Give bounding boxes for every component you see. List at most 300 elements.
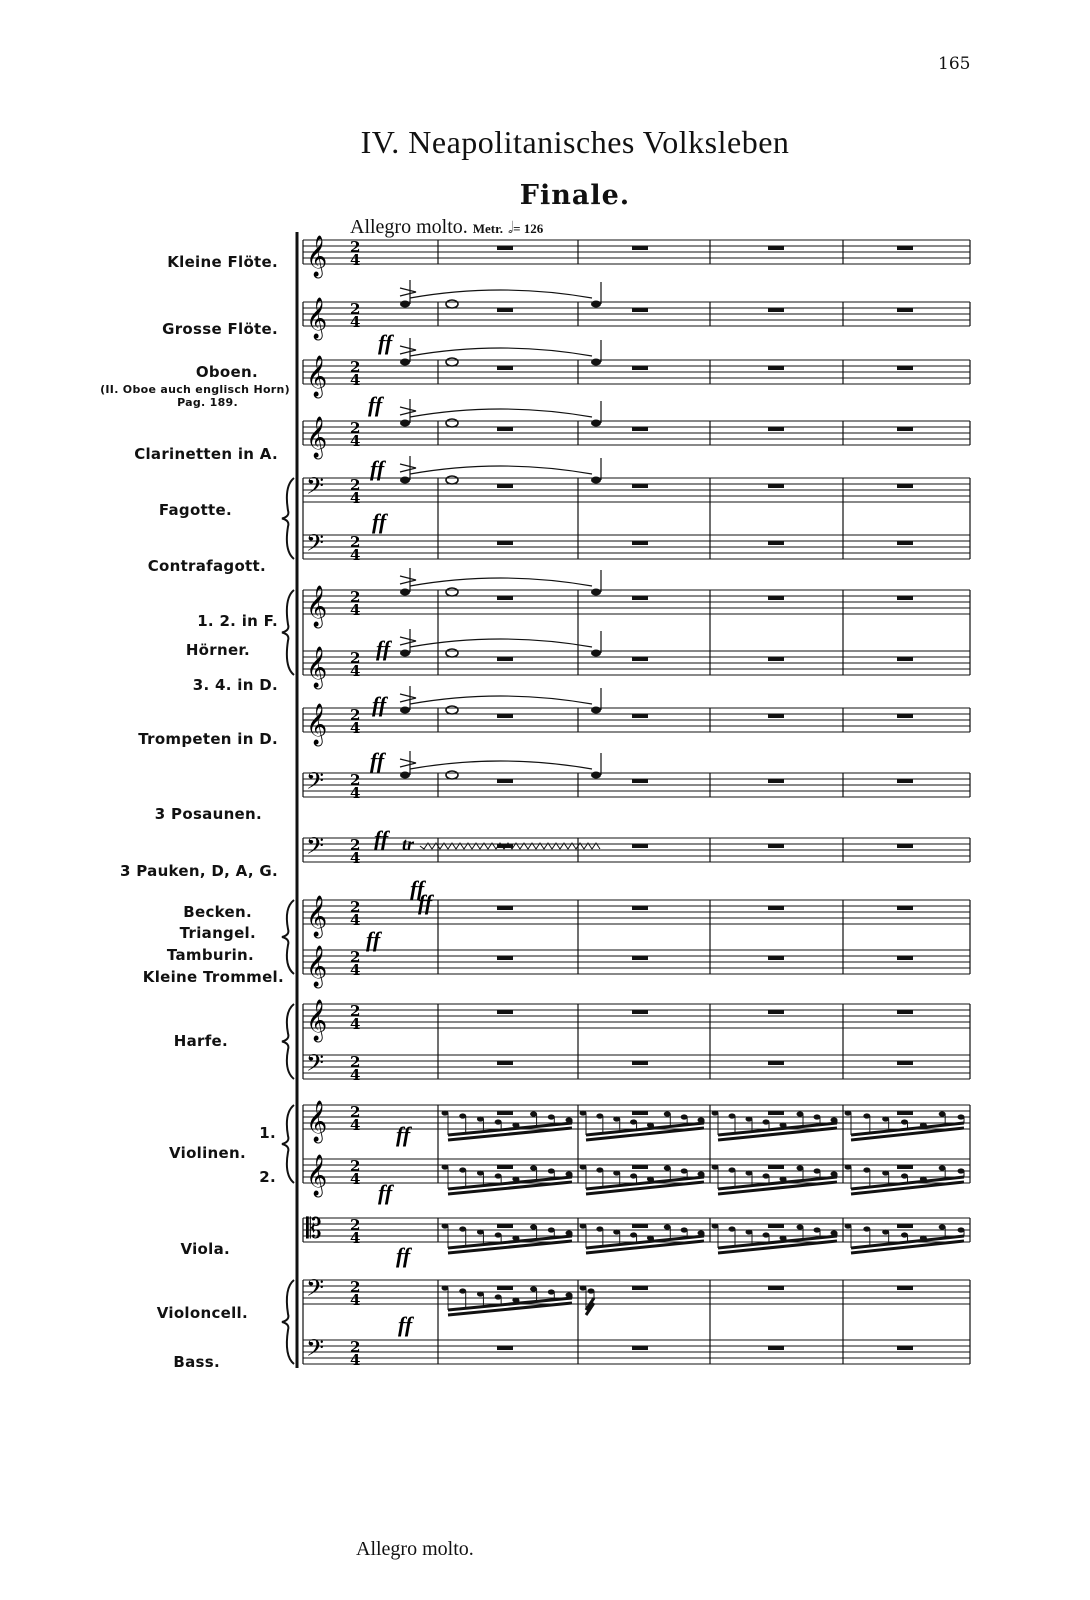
time-sig-denominator: 4 [350,1229,361,1247]
whole-rest [632,906,648,910]
notehead [882,1229,889,1234]
tie-arc [410,466,592,474]
accent-mark [400,694,416,702]
time-sig-denominator: 4 [350,251,361,269]
notehead [664,1165,671,1170]
whole-rest [632,1346,648,1350]
whole-rest [897,714,913,718]
notehead [495,1173,502,1178]
time-sig-numerator: 2 [350,706,361,724]
notehead [459,1226,466,1231]
tempo-text: Allegro molto. [350,216,468,238]
whole-rest [897,308,913,312]
whole-rest [632,427,648,431]
dyn-ff-hoerner-12: ff [376,636,391,661]
notehead [780,1235,787,1240]
half-notehead [446,649,458,657]
notehead [746,1170,753,1175]
accent-mark [400,759,416,767]
whole-rest [768,308,784,312]
whole-rest [768,1061,784,1065]
notehead [647,1122,654,1127]
notehead [591,301,601,308]
section-title: Finale. [519,180,631,211]
whole-rest [768,246,784,250]
label-kleine-trommel: Kleine Trommel. [142,968,284,986]
notehead [613,1229,620,1234]
notehead [548,1227,555,1232]
g-clef-icon: 𝄞 [306,1000,328,1041]
whole-rest [768,657,784,661]
label-violinen-1: 1. [259,1124,276,1142]
whole-rest [632,1286,648,1290]
label-harfe: Harfe. [173,1032,228,1050]
whole-rest [497,596,513,600]
tie-arc [410,290,592,298]
label-hoerner-34: 3. 4. in D. [192,676,278,694]
whole-rest [768,844,784,848]
whole-rest [497,541,513,545]
half-notehead [446,419,458,427]
notehead [647,1176,654,1181]
notehead [477,1170,484,1175]
whole-rest [897,657,913,661]
time-sig-numerator: 2 [350,1278,361,1296]
time-sig-denominator: 4 [350,1066,361,1084]
notehead [845,1164,852,1169]
notehead [901,1232,908,1237]
whole-rest [497,906,513,910]
tie-arc [410,761,592,769]
notehead [400,772,410,779]
time-sig-numerator: 2 [350,588,361,606]
notehead [763,1173,770,1178]
notehead [588,1288,595,1293]
notehead [845,1110,852,1115]
whole-rest [897,1224,913,1228]
whole-rest [897,484,913,488]
whole-rest [497,779,513,783]
whole-rest [497,1224,513,1228]
dyn-ff-violinen-2: ff [378,1180,393,1205]
g-clef-icon: 𝄞 [306,236,328,277]
brace [282,1004,294,1079]
notehead [495,1294,502,1299]
notehead [495,1232,502,1237]
half-notehead [446,588,458,596]
dyn-ff-hoerner-34: ff [372,692,387,717]
whole-rest [632,956,648,960]
notehead [512,1297,519,1302]
notehead [681,1114,688,1119]
tie-arc [410,639,592,647]
whole-rest [897,246,913,250]
notehead [566,1292,573,1297]
notehead [580,1223,587,1228]
notehead [681,1227,688,1232]
notehead [512,1122,519,1127]
whole-rest [632,596,648,600]
notehead [442,1223,449,1228]
tie-arc [410,578,592,586]
notehead [664,1111,671,1116]
time-sig-numerator: 2 [350,1103,361,1121]
notehead [831,1230,838,1235]
metronome-prefix: Metr. [472,221,503,236]
notehead [613,1116,620,1121]
time-sig-denominator: 4 [350,371,361,389]
dyn-ff-becken-2: ff [366,927,381,952]
g-clef-icon: 𝄞 [306,1101,328,1142]
time-sig-denominator: 4 [350,1015,361,1033]
notehead [698,1230,705,1235]
notehead [814,1227,821,1232]
notehead [400,589,410,596]
notehead [495,1119,502,1124]
label-tamburin: Tamburin. [166,946,254,964]
whole-rest [768,779,784,783]
brace [282,1105,294,1183]
c-clef-icon: 𝄡 [306,1212,322,1245]
dyn-ff-trompeten: ff [370,748,385,773]
time-sig-numerator: 2 [350,238,361,256]
notehead [591,359,601,366]
whole-rest [897,1286,913,1290]
notehead [512,1235,519,1240]
time-sig-denominator: 4 [350,719,361,737]
dyn-ff-violinen-1: ff [396,1122,411,1147]
tie-arc [410,696,592,704]
half-notehead [446,358,458,366]
whole-rest [497,427,513,431]
time-sig-denominator: 4 [350,313,361,331]
notehead [591,650,601,657]
notehead [763,1232,770,1237]
half-notehead [446,300,458,308]
notehead [591,477,601,484]
dyn-ff-posaunen: ff [374,826,389,851]
whole-rest [497,366,513,370]
whole-rest [632,1224,648,1228]
notehead [630,1119,637,1124]
notehead [613,1170,620,1175]
f-clef-icon: 𝄢 [306,832,325,865]
notehead [920,1122,927,1127]
whole-rest [497,308,513,312]
notehead [797,1111,804,1116]
whole-rest [632,779,648,783]
time-sig-numerator: 2 [350,649,361,667]
notehead [729,1226,736,1231]
notehead [400,477,410,484]
whole-rest [768,1224,784,1228]
notehead [596,1113,603,1118]
time-sig-denominator: 4 [350,546,361,564]
label-triangel: Triangel. [179,924,256,942]
whole-rest [897,844,913,848]
g-clef-icon: 𝄞 [306,417,328,458]
whole-rest [768,1010,784,1014]
brace [282,900,294,974]
notehead [882,1116,889,1121]
dyn-ff-fagotte: ff [372,509,387,534]
notehead [580,1164,587,1169]
g-clef-icon: 𝄞 [306,647,328,688]
whole-rest [897,956,913,960]
whole-rest [632,714,648,718]
notehead [882,1170,889,1175]
notehead [580,1110,587,1115]
notehead [530,1224,537,1229]
notehead [400,707,410,714]
notehead [647,1235,654,1240]
notehead [746,1229,753,1234]
dyn-ff-grosse-floete: ff [378,330,393,355]
notehead [459,1167,466,1172]
notehead [400,420,410,427]
whole-rest [632,1111,648,1115]
bottom-tempo: Allegro molto. [356,1538,474,1560]
whole-rest [632,366,648,370]
dyn-ff-oboen: ff [368,392,383,417]
whole-rest [632,308,648,312]
time-sig-numerator: 2 [350,533,361,551]
notehead [530,1165,537,1170]
notehead [712,1164,719,1169]
notehead [477,1229,484,1234]
time-sig-numerator: 2 [350,836,361,854]
dyn-ff-becken-1: ff [418,890,433,915]
notehead [442,1164,449,1169]
brace [282,590,294,675]
time-sig-numerator: 2 [350,1053,361,1071]
whole-rest [497,1111,513,1115]
dyn-ff-clarinetten: ff [370,456,385,481]
whole-rest [497,956,513,960]
time-sig-denominator: 4 [350,489,361,507]
whole-rest [497,714,513,718]
notehead [630,1173,637,1178]
accent-mark [400,346,416,354]
label-contrafagott: Contrafagott. [147,557,266,575]
whole-rest [497,1061,513,1065]
label-oboen-note: (II. Oboe auch englisch Horn) [100,383,290,396]
label-hoerner: Hörner. [185,641,250,659]
time-sig-denominator: 4 [350,1170,361,1188]
notehead [729,1167,736,1172]
notehead [530,1111,537,1116]
g-clef-icon: 𝄞 [306,946,328,987]
notehead [712,1223,719,1228]
whole-rest [897,596,913,600]
notehead [459,1113,466,1118]
whole-rest [632,541,648,545]
whole-rest [768,714,784,718]
label-violinen: Violinen. [168,1144,246,1162]
notehead [566,1171,573,1176]
whole-rest [497,1010,513,1014]
g-clef-icon: 𝄞 [306,298,328,339]
notehead [681,1168,688,1173]
notehead [512,1176,519,1181]
notehead [400,650,410,657]
time-sig-denominator: 4 [350,1291,361,1309]
notehead [814,1168,821,1173]
notehead [831,1171,838,1176]
whole-rest [897,541,913,545]
notehead [845,1223,852,1228]
notehead [591,589,601,596]
notehead [863,1226,870,1231]
label-violoncell: Violoncell. [156,1304,248,1322]
notehead [400,301,410,308]
whole-rest [897,1061,913,1065]
label-oboen: Oboen. [195,363,258,381]
time-sig-denominator: 4 [350,432,361,450]
notehead [729,1113,736,1118]
whole-rest [768,366,784,370]
time-sig-numerator: 2 [350,948,361,966]
notehead [591,772,601,779]
g-clef-icon: 𝄞 [306,356,328,397]
f-clef-icon: 𝄢 [306,1274,325,1307]
accent-mark [400,464,416,472]
movement-title: IV. Neapolitanisches Volksleben [360,124,790,160]
g-clef-icon: 𝄞 [306,704,328,745]
half-note-icon: 𝅗𝅥 [507,220,514,237]
notehead [814,1114,821,1119]
time-sig-numerator: 2 [350,771,361,789]
time-sig-numerator: 2 [350,300,361,318]
notehead [664,1224,671,1229]
time-sig-denominator: 4 [350,784,361,802]
dyn-ff-pauken: ff [410,876,425,901]
whole-rest [768,1346,784,1350]
whole-rest [632,1165,648,1169]
notehead [580,1285,587,1290]
accent-mark [400,576,416,584]
dyn-ff-violoncell: ff [398,1312,413,1337]
whole-rest [768,541,784,545]
whole-rest [497,657,513,661]
tie-arc [410,348,592,356]
label-pauken: 3 Pauken, D, A, G. [120,862,278,880]
whole-rest [897,1165,913,1169]
notehead [630,1232,637,1237]
notehead [596,1226,603,1231]
whole-rest [632,657,648,661]
notehead [763,1119,770,1124]
notehead [939,1224,946,1229]
whole-rest [632,246,648,250]
whole-rest [897,779,913,783]
label-posaunen: 3 Posaunen. [154,805,262,823]
whole-rest [632,484,648,488]
tie-arc [410,409,592,417]
whole-rest [768,596,784,600]
time-sig-numerator: 2 [350,419,361,437]
whole-rest [632,1010,648,1014]
notehead [530,1286,537,1291]
notehead [863,1167,870,1172]
notehead [548,1289,555,1294]
time-sig-numerator: 2 [350,476,361,494]
notehead [698,1171,705,1176]
f-clef-icon: 𝄢 [306,1334,325,1367]
f-clef-icon: 𝄢 [306,472,325,505]
notehead [939,1165,946,1170]
label-kleine-floete: Kleine Flöte. [167,253,278,271]
f-clef-icon: 𝄢 [306,767,325,800]
whole-rest [497,1286,513,1290]
whole-rest [768,956,784,960]
notehead [901,1119,908,1124]
whole-rest [497,246,513,250]
time-sig-denominator: 4 [350,1116,361,1134]
time-sig-numerator: 2 [350,1002,361,1020]
label-viola: Viola. [180,1240,230,1258]
label-hoerner-12: 1. 2. in F. [197,612,278,630]
notehead [596,1167,603,1172]
label-violinen-2: 2. [259,1168,276,1186]
whole-rest [768,1286,784,1290]
accent-mark [400,407,416,415]
g-clef-icon: 𝄞 [306,896,328,937]
whole-rest [497,1165,513,1169]
label-grosse-floete: Grosse Flöte. [162,320,278,338]
accent-mark [400,637,416,645]
whole-rest [897,1111,913,1115]
brace [282,478,294,559]
whole-rest [768,1111,784,1115]
notehead [442,1285,449,1290]
whole-rest [897,1010,913,1014]
time-sig-denominator: 4 [350,849,361,867]
notehead [591,707,601,714]
notehead [831,1117,838,1122]
notehead [591,420,601,427]
notehead [920,1176,927,1181]
whole-rest [897,1346,913,1350]
g-clef-icon: 𝄞 [306,586,328,627]
label-fagotte: Fagotte. [158,501,232,519]
label-oboen-page: Pag. 189. [177,396,238,409]
whole-rest [768,427,784,431]
notehead [901,1173,908,1178]
whole-rest [632,844,648,848]
notehead [780,1176,787,1181]
dyn-ff-viola: ff [396,1243,411,1268]
time-sig-numerator: 2 [350,1216,361,1234]
label-clarinetten: Clarinetten in A. [134,445,278,463]
notehead [459,1288,466,1293]
notehead [442,1110,449,1115]
notehead [797,1165,804,1170]
label-becken: Becken. [183,903,252,921]
time-sig-denominator: 4 [350,961,361,979]
time-sig-numerator: 2 [350,1157,361,1175]
notehead [477,1116,484,1121]
accent-mark [400,288,416,296]
notehead [958,1114,965,1119]
time-sig-numerator: 2 [350,898,361,916]
brace [282,1280,294,1364]
notehead [958,1227,965,1232]
notehead [698,1117,705,1122]
metronome-value: = 126 [513,221,544,236]
trill-mark-pauken: tr [402,834,415,854]
f-clef-icon: 𝄢 [306,1049,325,1082]
